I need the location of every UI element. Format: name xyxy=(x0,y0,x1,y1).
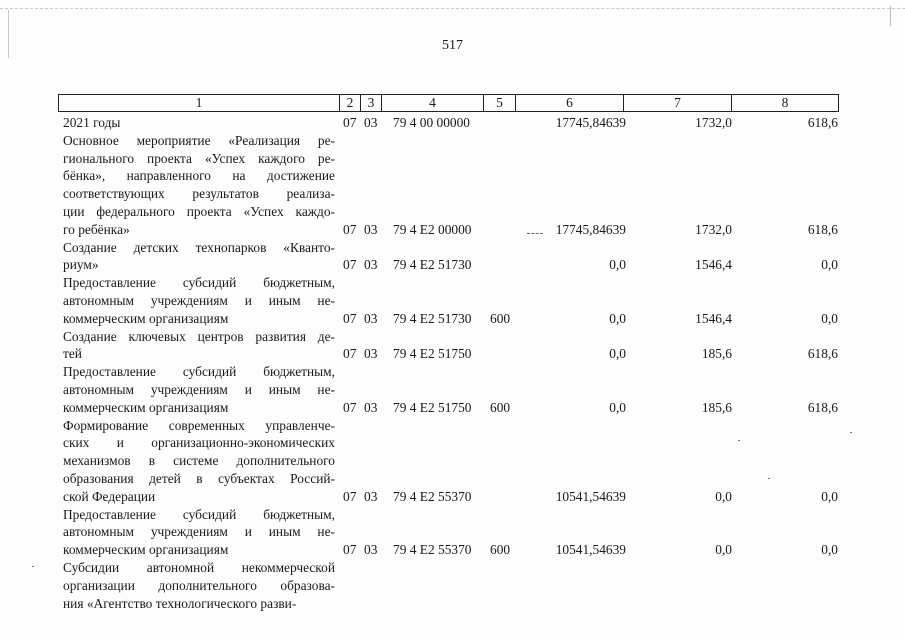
target-article-code: 79 4 E2 51730 xyxy=(393,310,472,326)
amount-col-7: 185,6 xyxy=(701,346,732,362)
amount-col-8: 0,0 xyxy=(821,257,838,273)
col-header-5: 5 xyxy=(484,95,516,111)
col-header-3: 3 xyxy=(361,95,382,111)
description-line: го ребёнка» xyxy=(63,221,130,237)
target-article-code: 79 4 00 00000 xyxy=(393,115,470,130)
row-description xyxy=(63,239,335,275)
podrazdel-code: 03 xyxy=(364,221,378,237)
razdel-code: 07 xyxy=(343,115,357,130)
col-header-4: 4 xyxy=(382,95,484,111)
scan-edge-top xyxy=(0,8,905,9)
description-line: автономным учреждениям и иным не- xyxy=(63,524,335,540)
amount-col-7: 1732,0 xyxy=(695,115,732,130)
row-description xyxy=(63,417,335,506)
amount-col-7: 185,6 xyxy=(701,399,732,415)
description-line: коммерческим организациям xyxy=(63,399,229,415)
col-header-7: 7 xyxy=(624,95,732,111)
amount-col-6: 10541,54639 xyxy=(555,488,626,504)
expense-type-code: 600 xyxy=(490,310,511,326)
amount-col-8: 618,6 xyxy=(807,115,838,130)
razdel-code: 07 xyxy=(343,542,357,558)
scan-mark xyxy=(738,440,740,441)
amount-col-6: 17745,84639 xyxy=(555,115,626,130)
description-line: Предоставление субсидий бюджетным, xyxy=(63,506,335,522)
description-line: Предоставление субсидий бюджетным, xyxy=(63,364,335,380)
row-description xyxy=(63,506,335,559)
description-line: механизмов в системе дополнительного xyxy=(63,453,335,469)
row-description xyxy=(63,114,335,132)
expense-type-code: 600 xyxy=(490,399,511,415)
amount-col-6: 0,0 xyxy=(609,310,626,326)
razdel-code: 07 xyxy=(343,346,357,362)
amount-col-7: 0,0 xyxy=(715,488,732,504)
amount-col-8: 0,0 xyxy=(821,542,838,558)
podrazdel-code: 03 xyxy=(364,257,378,273)
description-line: соответствующих результатов реализа- xyxy=(63,186,335,202)
row-description xyxy=(63,274,335,327)
description-line: Субсидии автономной некоммерческой xyxy=(63,560,335,575)
scan-edge-right xyxy=(890,6,891,26)
scan-mark xyxy=(768,478,770,479)
description-line: коммерческим организациям xyxy=(63,310,229,326)
target-article-code: 79 4 E2 51730 xyxy=(393,257,472,273)
amount-col-7: 0,0 xyxy=(715,542,732,558)
scan-mark xyxy=(527,233,543,235)
description-line: автономным учреждениям и иным не- xyxy=(63,381,335,397)
row-description xyxy=(63,132,335,239)
podrazdel-code: 03 xyxy=(364,310,378,326)
row-description xyxy=(63,328,335,364)
amount-col-8: 618,6 xyxy=(807,346,838,362)
description-line: коммерческим организациям xyxy=(63,542,229,558)
col-header-1: 1 xyxy=(59,95,340,111)
amount-col-7: 1546,4 xyxy=(695,257,732,273)
amount-col-8: 618,6 xyxy=(807,221,838,237)
expense-type-code: 600 xyxy=(490,542,511,558)
podrazdel-code: 03 xyxy=(364,542,378,558)
podrazdel-code: 03 xyxy=(364,346,378,362)
amount-col-8: 0,0 xyxy=(821,488,838,504)
amount-col-6: 17745,84639 xyxy=(555,221,626,237)
razdel-code: 07 xyxy=(343,257,357,273)
amount-col-6: 0,0 xyxy=(609,399,626,415)
description-line: ния «Агентство технологического разви- xyxy=(63,595,297,611)
description-line: гионального проекта «Успех каждого ре- xyxy=(63,150,335,166)
description-line: ских и организационно-экономических xyxy=(63,435,335,451)
target-article-code: 79 4 E2 51750 xyxy=(393,346,472,362)
razdel-code: 07 xyxy=(343,488,357,504)
target-article-code: 79 4 E2 51750 xyxy=(393,399,472,415)
description-line: риум» xyxy=(63,257,99,273)
row-description xyxy=(63,559,335,612)
target-article-code: 79 4 E2 55370 xyxy=(393,488,472,504)
amount-col-8: 0,0 xyxy=(821,310,838,326)
amount-col-7: 1546,4 xyxy=(695,310,732,326)
razdel-code: 07 xyxy=(343,310,357,326)
description-line: Создание ключевых центров развития де- xyxy=(63,328,335,344)
target-article-code: 79 4 E2 55370 xyxy=(393,542,472,558)
podrazdel-code: 03 xyxy=(364,115,378,130)
podrazdel-code: 03 xyxy=(364,488,378,504)
amount-col-7: 1732,0 xyxy=(695,221,732,237)
scan-mark xyxy=(850,432,852,433)
col-header-6: 6 xyxy=(516,95,624,111)
description-line: Создание детских технопарков «Кванто- xyxy=(63,239,335,255)
description-line: Формирование современных управленче- xyxy=(63,417,335,433)
description-line: 2021 годы xyxy=(63,115,121,130)
description-line: ской Федерации xyxy=(63,488,156,504)
col-header-2: 2 xyxy=(340,95,361,111)
table-header xyxy=(58,94,839,112)
amount-col-6: 0,0 xyxy=(609,257,626,273)
amount-col-8: 618,6 xyxy=(807,399,838,415)
description-line: ции федерального проекта «Успех каждо- xyxy=(63,203,335,219)
description-line: тей xyxy=(63,346,82,362)
description-line: образования детей в субъектах Россий- xyxy=(63,470,335,486)
razdel-code: 07 xyxy=(343,399,357,415)
description-line: организации дополнительного образова- xyxy=(63,577,335,593)
amount-col-6: 0,0 xyxy=(609,346,626,362)
page-number: 517 xyxy=(442,38,463,53)
podrazdel-code: 03 xyxy=(364,399,378,415)
target-article-code: 79 4 E2 00000 xyxy=(393,221,472,237)
description-line: Предоставление субсидий бюджетным, xyxy=(63,275,335,291)
scan-mark xyxy=(32,566,34,567)
amount-col-6: 10541,54639 xyxy=(555,542,626,558)
col-header-8: 8 xyxy=(781,95,789,110)
description-line: Основное мероприятие «Реализация ре- xyxy=(63,132,335,148)
description-line: автономным учреждениям и иным не- xyxy=(63,292,335,308)
row-description xyxy=(63,363,335,416)
description-line: бёнка», направленного на достижение xyxy=(63,168,335,184)
razdel-code: 07 xyxy=(343,221,357,237)
